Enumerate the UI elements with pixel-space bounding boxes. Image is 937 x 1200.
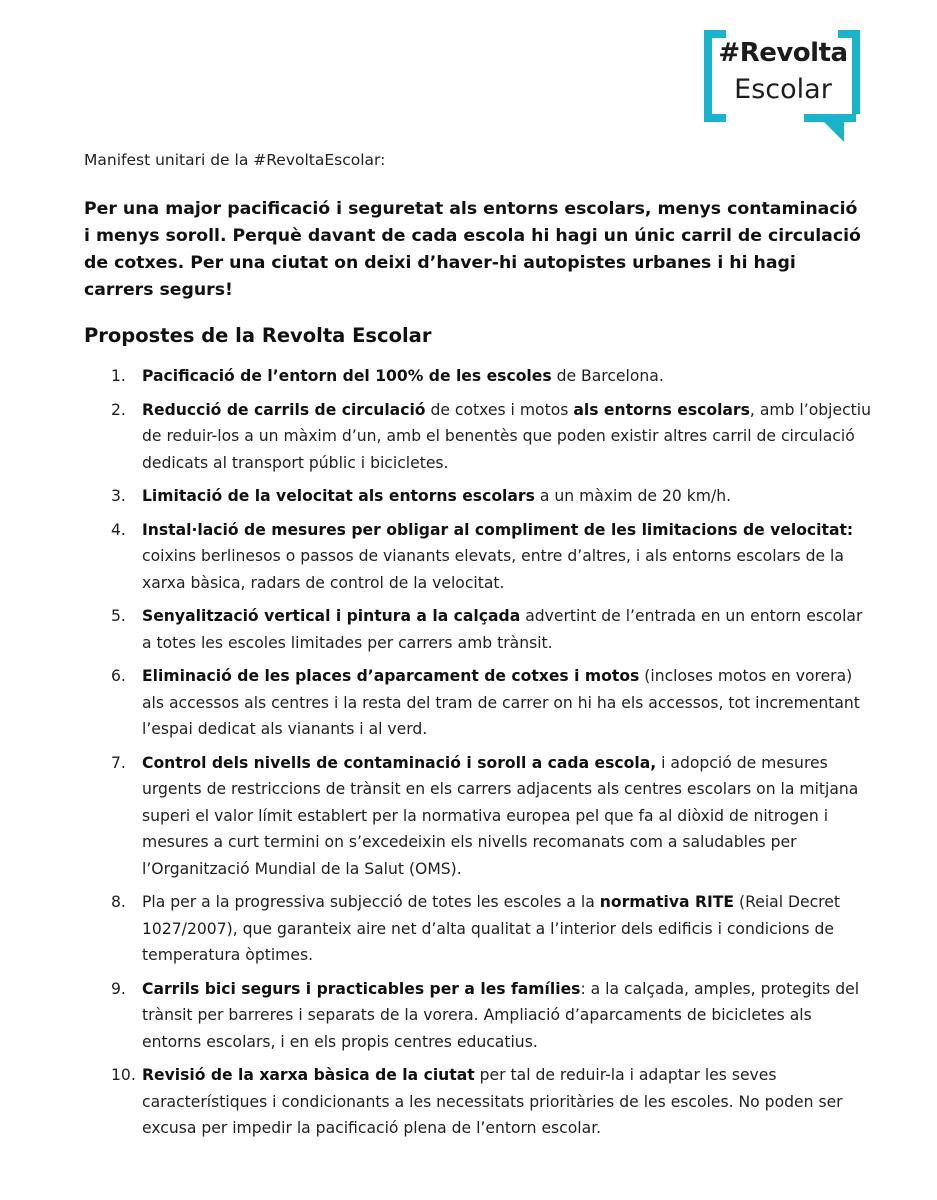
list-item-number: 2. — [111, 400, 126, 419]
list-item-emphasis: Revisió de la xarxa bàsica de la ciutat — [142, 1066, 475, 1084]
section-heading: Propostes de la Revolta Escolar — [84, 324, 432, 347]
list-item-text: Pla per a la progressiva subjecció de totes les escoles a la normativa RITE (Reial Decret 1027/2007), que garanteix aire net d’alta qualitat a l’interior dels edificis i condicions de temperatura òptimes. — [142, 893, 840, 964]
list-item-emphasis: Carrils bici segurs i practicables per a les famílies — [142, 979, 581, 998]
list-item-emphasis: Senyalització vertical i pintura a la calçada — [142, 607, 521, 625]
list-item-text: Limitació de la velocitat als entorns escolars a un màxim de 20 km/h. — [142, 487, 732, 505]
list-item — [84, 603, 874, 656]
list-item-number: 6. — [111, 667, 126, 685]
list-item-emphasis: als entorns escolars — [573, 400, 750, 419]
list-item-text: Reducció de carrils de circulació de cotxes i motos als entorns escolars, amb l’objectiu de reduir-los a un màxim d’un, amb el benentès que poden existir altres carril de circulació dedicats al transport públic i bicicletes. — [142, 400, 871, 472]
list-item — [84, 976, 874, 1056]
list-item-number: 1. — [111, 367, 126, 385]
list-item-number: 9. — [111, 979, 126, 998]
list-item-number: 10. — [111, 1066, 136, 1084]
list-item-number: 7. — [111, 753, 126, 772]
list-item-number: 4. — [111, 520, 126, 539]
list-item-emphasis: Control dels nivells de contaminació i soroll a cada escola, — [142, 753, 657, 772]
list-item-text: Revisió de la xarxa bàsica de la ciutat per tal de reduir-la i adaptar les seves característiques i condicionants a les necessitats prioritàries de les escoles. No poden ser excusa per impedir la pacificació plena de l’entorn escolar. — [142, 1066, 843, 1137]
list-item — [84, 517, 874, 597]
list-item-text: Pacificació de l’entorn del 100% de les escoles de Barcelona. — [142, 367, 664, 385]
lead-statement: Per una major pacificació i seguretat als entorns escolars, menys contaminació i menys soroll. Perquè davant de cada escola hi hagi un únic carril de circulació de cotxes. Per una ciutat on deixi d’haver-hi autopistes urbanes i hi hagi carrers segurs! — [84, 199, 861, 300]
list-item-text: Control dels nivells de contaminació i soroll a cada escola, i adopció de mesures urgents de restriccions de trànsit en els carrers adjacents als centres escolars on la mitjana superi el valor límit establert per la normativa europea pel que fa al diòxid de nitrogen i mesures a curt termini on s’excedeixin els nivells recomanats com a saludables per l’Organització Mundial de la Salut (OMS). — [142, 753, 859, 878]
intro-text: Manifest unitari de la #RevoltaEscolar: — [84, 151, 386, 169]
list-item-emphasis: normativa RITE — [599, 893, 735, 911]
list-item — [84, 363, 874, 390]
list-item — [84, 397, 874, 477]
list-item-emphasis: Reducció de carrils de circulació — [142, 400, 426, 419]
list-item — [84, 663, 874, 743]
list-item-emphasis: Limitació de la velocitat als entorns escolars — [142, 487, 535, 505]
list-item-number: 3. — [111, 487, 126, 505]
list-item-emphasis: Eliminació de les places d’aparcament de cotxes i motos — [142, 667, 640, 685]
list-item-text: Carrils bici segurs i practicables per a les famílies: a la calçada, amples, protegits del trànsit per barreres i separats de la vorera. Ampliació d’aparcaments de bicicletes als entorns escolars, i en els propis centres educatius. — [142, 979, 860, 1051]
list-item — [84, 483, 874, 510]
revolta-escolar-logo — [704, 30, 860, 146]
list-item-text: Instal·lació de mesures per obligar al compliment de les limitacions de velocitat: coixins berlinesos o passos de vianants elevats, entre d’altres, i als entorns escolars de la xarxa bàsica, radars de control de la velocitat. — [142, 520, 854, 592]
list-item-text: Senyalització vertical i pintura a la calçada advertint de l’entrada en un entorn escolar a totes les escoles limitades per carrers amb trànsit. — [142, 607, 863, 652]
list-item-number: 5. — [111, 607, 126, 625]
list-item-number: 8. — [111, 893, 126, 911]
proposals-list — [84, 363, 874, 1149]
list-item-emphasis: Pacificació de l’entorn del 100% de les escoles — [142, 367, 552, 385]
list-item-text: Eliminació de les places d’aparcament de cotxes i motos (incloses motos en vorera) als accessos als centres i la resta del tram de carrer on hi ha els accessos, tot incrementant l’espai dedicat als vianants i al verd. — [142, 667, 860, 738]
list-item-emphasis: Instal·lació de mesures per obligar al compliment de les limitacions de velocitat: — [142, 520, 854, 539]
list-item — [84, 1062, 874, 1142]
list-item — [84, 750, 874, 883]
logo-title: #Revolta — [718, 38, 848, 68]
list-item — [84, 889, 874, 969]
logo-subtitle: Escolar — [734, 74, 832, 105]
